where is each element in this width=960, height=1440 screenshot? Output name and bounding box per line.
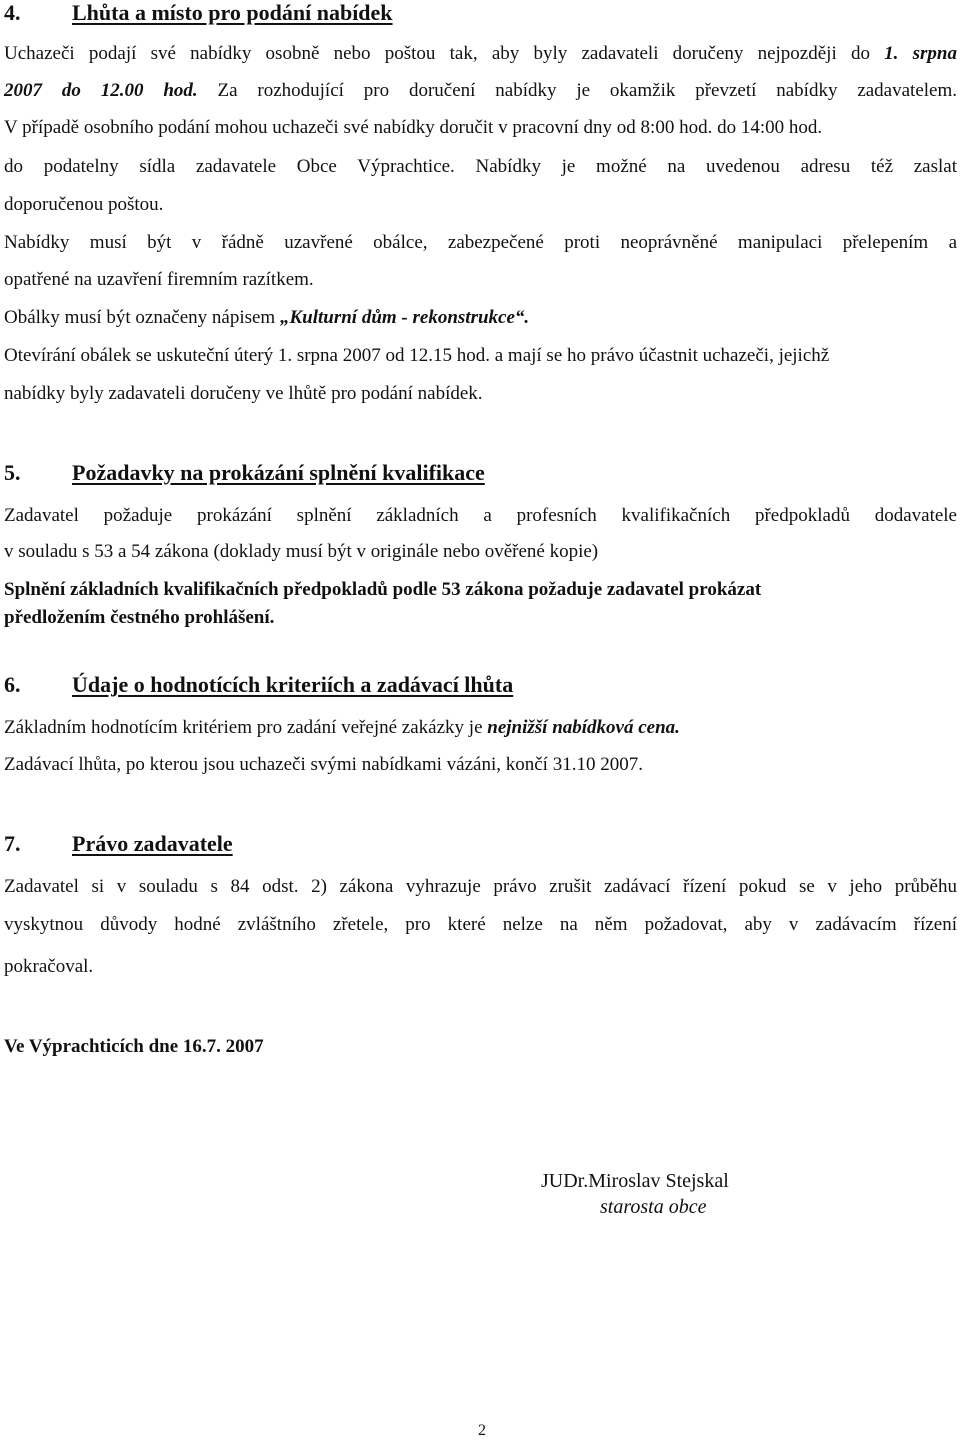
section-number: 4. [4, 0, 21, 25]
paragraph-line: Zadavatel požaduje prokázání splnění základních a profesních kvalifikačních předpokladů dodavatele [4, 505, 957, 526]
section-number: 6. [4, 672, 21, 697]
paragraph-line: Obálky musí být označeny nápisem „Kulturní dům - rekonstrukce“. [4, 307, 530, 328]
paragraph-line: doporučenou poštou. [4, 194, 164, 215]
deadline-date: 1. srpna [884, 43, 957, 64]
page-number: 2 [478, 1422, 486, 1439]
paragraph-line: Zadavatel si v souladu s 84 odst. 2) zákona vyhrazuje právo zrušit zadávací řízení pokud se v jeho průběhu [4, 876, 957, 897]
section-number: 5. [4, 460, 21, 485]
section-6-heading [4, 672, 513, 698]
paragraph-line: do podatelny sídla zadavatele Obce Výprachtice. Nabídky je možné na uvedenou adresu též zaslat [4, 156, 957, 177]
paragraph-line: nabídky byly zadavateli doručeny ve lhůtě pro podání nabídek. [4, 383, 483, 404]
paragraph-line: předložením čestného prohlášení. [4, 607, 275, 628]
paragraph-line: vyskytnou důvody hodné zvláštního zřetele, pro které nelze na něm požadovat, aby v zadávacím řízení [4, 914, 957, 935]
paragraph-line: Nabídky musí být v řádně uzavřené obálce, zabezpečené proti neoprávněné manipulaci přelepením a [4, 232, 957, 253]
envelope-label: „Kulturní dům - rekonstrukce“. [279, 307, 530, 328]
section-title: Požadavky na prokázání splnění kvalifikace [72, 460, 485, 485]
section-title: Údaje o hodnotících kriteriích a zadávací lhůta [72, 672, 514, 697]
paragraph-line: 2007 do 12.00 hod. Za rozhodující pro doručení nabídky je okamžik převzetí nabídky zadavatelem. [4, 80, 957, 101]
paragraph-line: Základním hodnotícím kritériem pro zadání veřejné zakázky je nejnižší nabídková cena. [4, 717, 680, 738]
paragraph-line: Uchazeči podají své nabídky osobně nebo poštou tak, aby byly zadavateli doručeny nejpozději do 1. srpna [4, 43, 957, 64]
section-title: Lhůta a místo pro podání nabídek [72, 0, 393, 25]
section-title: Právo zadavatele [72, 831, 233, 856]
paragraph-line: pokračoval. [4, 956, 94, 977]
signature-name: JUDr.Miroslav Stejskal [541, 1170, 729, 1192]
place-date: Ve Výprachticích dne 16.7. 2007 [4, 1036, 264, 1057]
paragraph-line: Otevírání obálek se uskuteční úterý 1. srpna 2007 od 12.15 hod. a mají se ho právo účastnit uchazeči, jejichž [4, 345, 830, 366]
paragraph-line: Zadávací lhůta, po kterou jsou uchazeči svými nabídkami vázáni, končí 31.10 2007. [4, 754, 643, 775]
deadline-time: 2007 do 12.00 hod. [4, 80, 198, 101]
paragraph-line: opatřené na uzavření firemním razítkem. [4, 269, 314, 290]
section-7-heading [4, 831, 233, 857]
paragraph-line: v souladu s 53 a 54 zákona (doklady musí být v originále nebo ověřené kopie) [4, 541, 599, 562]
section-4-heading [4, 0, 393, 26]
signature-role: starosta obce [600, 1196, 707, 1218]
paragraph-line: V případě osobního podání mohou uchazeči své nabídky doručit v pracovní dny od 8:00 hod. do 14:00 hod. [4, 117, 823, 138]
section-5-heading [4, 460, 485, 486]
evaluation-criterion: nejnižší nabídková cena. [487, 717, 680, 738]
paragraph-line: Splnění základních kvalifikačních předpokladů podle 53 zákona požaduje zadavatel prokázat [4, 579, 762, 600]
section-number: 7. [4, 831, 21, 856]
